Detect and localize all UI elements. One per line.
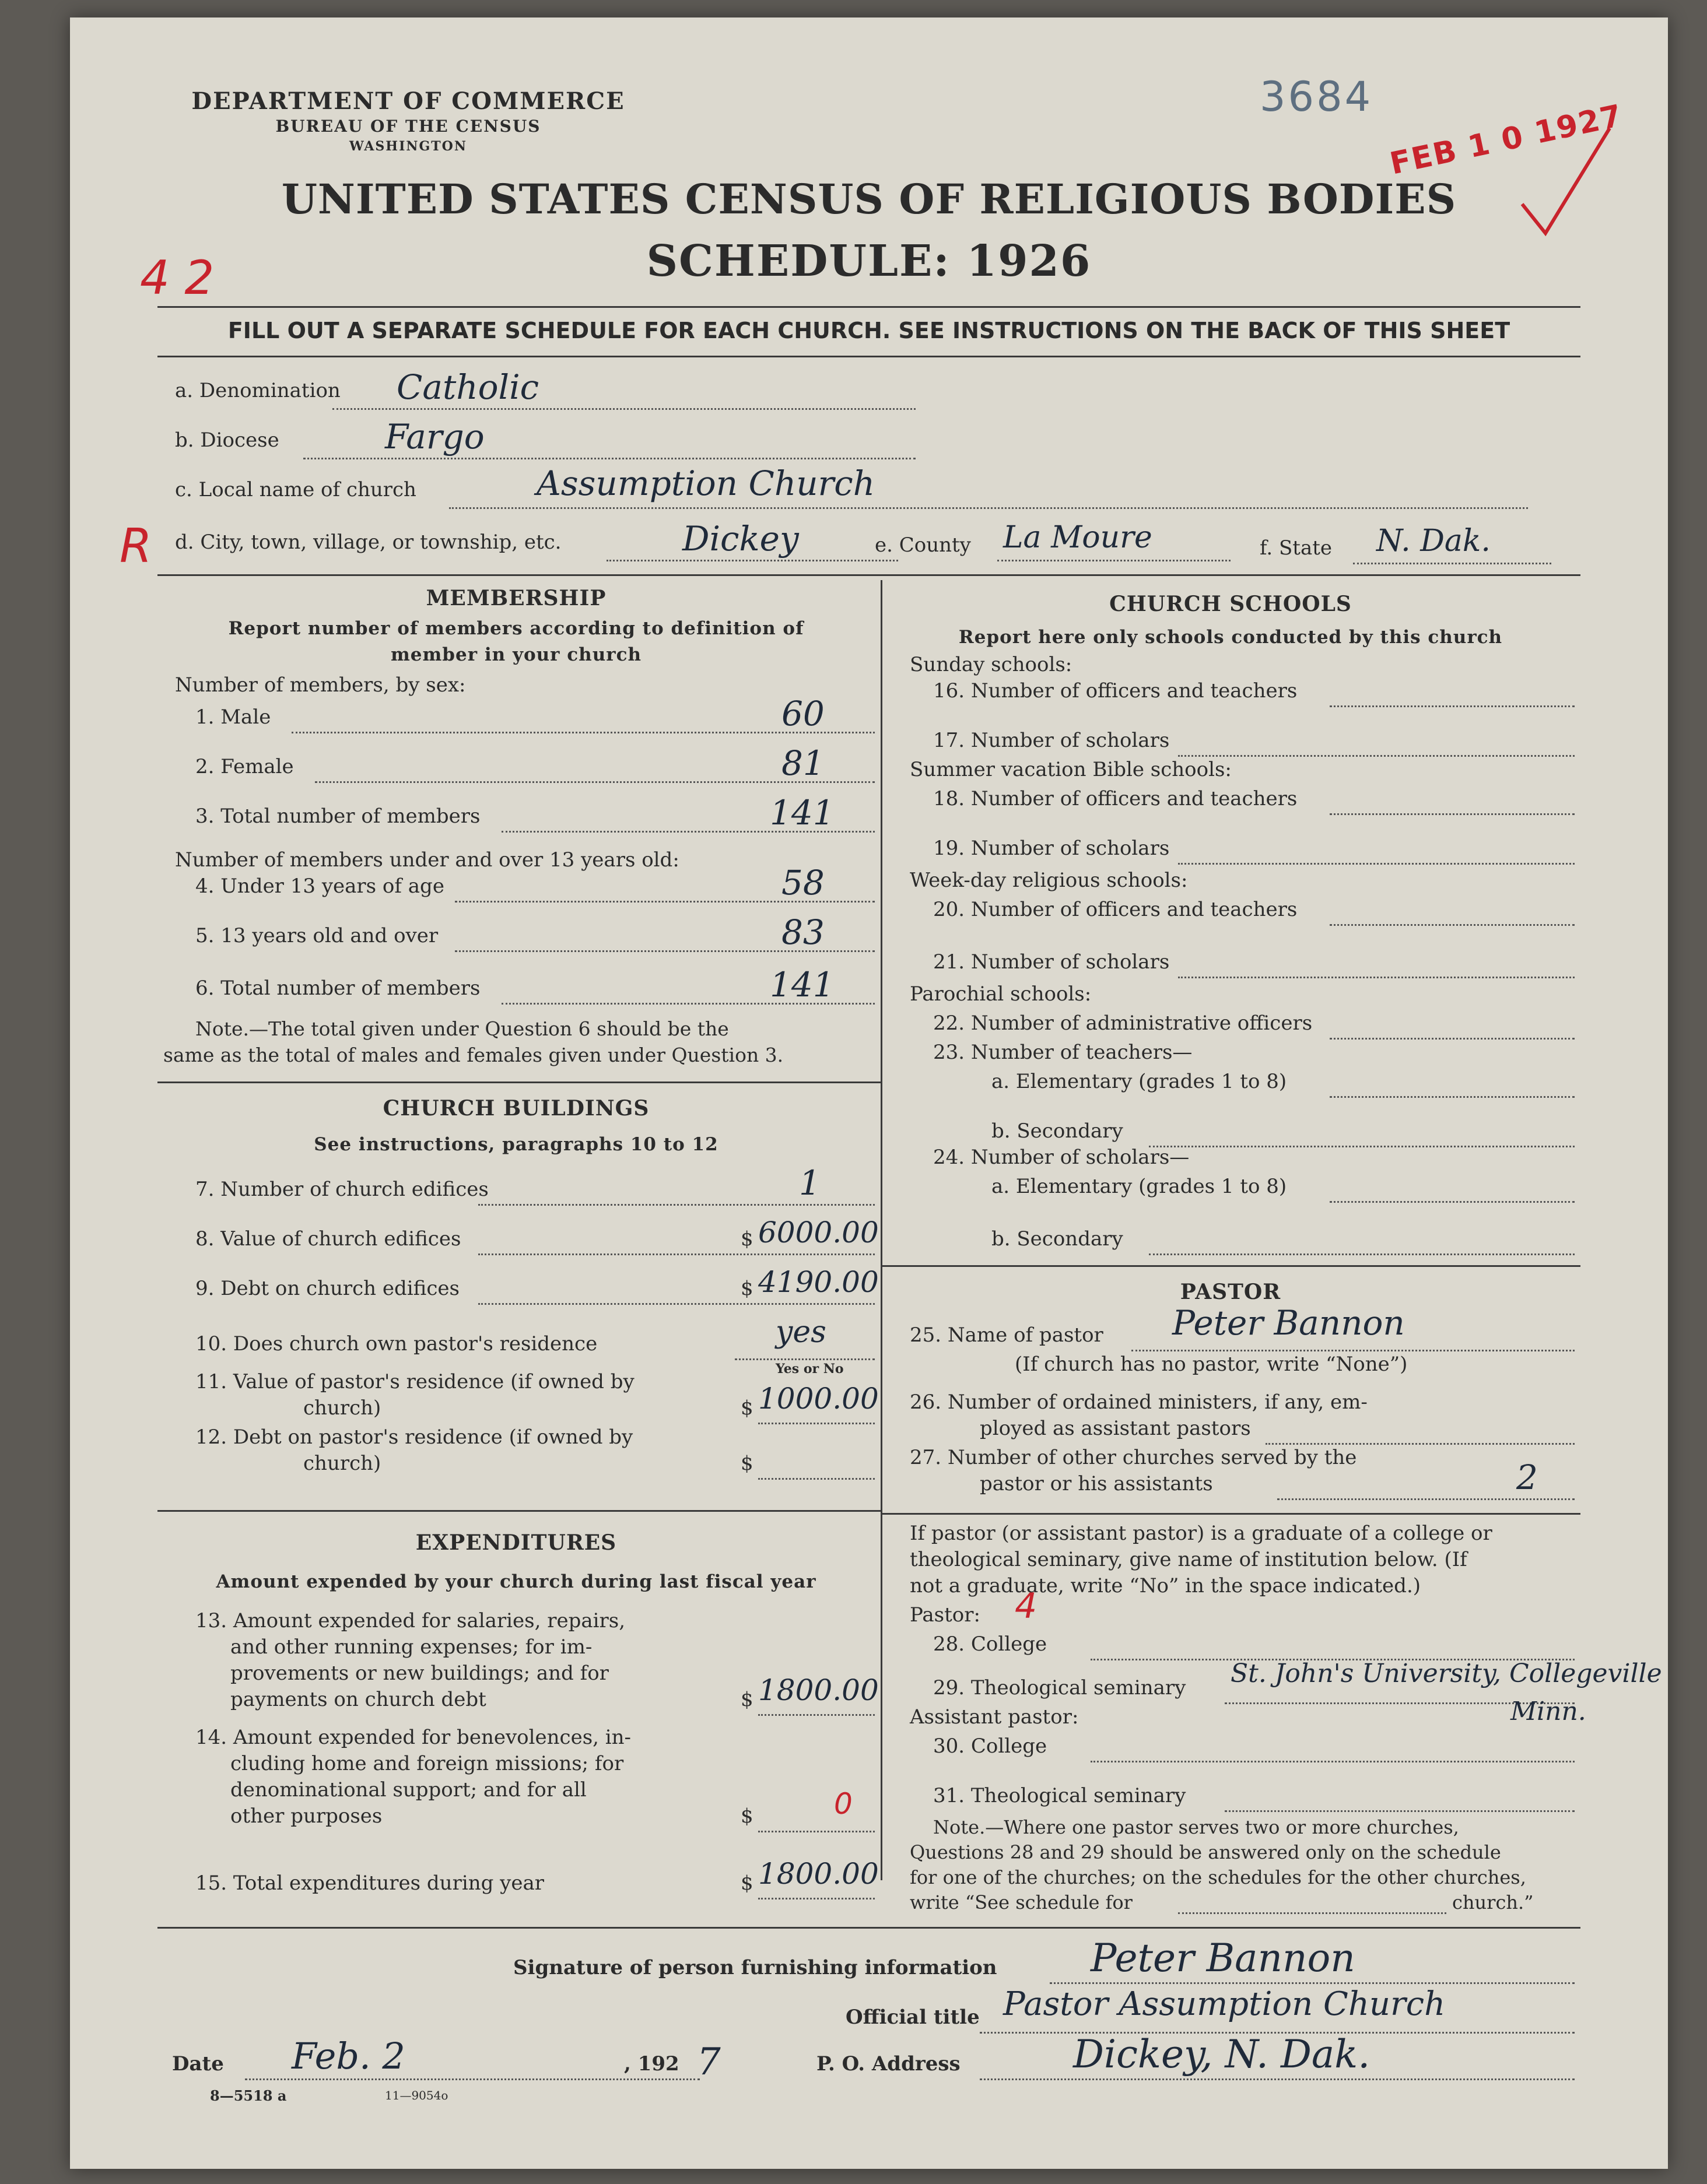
q2-value[interactable]: 81 [781,743,825,783]
buildings-rule [157,1510,881,1512]
q12-label-1: 12. Debt on pastor's residence (if owned by [195,1425,633,1449]
diocese-label: b. Diocese [175,429,279,452]
parochial-schools-label: Parochial schools: [910,982,1092,1006]
schools-rule [881,1265,1580,1267]
state-line [1353,563,1551,564]
official-title-label: Official title [846,2006,980,2029]
q20-line [1330,924,1575,926]
q26-label-2: ployed as assistant pastors [980,1417,1251,1440]
q27-line [1277,1498,1575,1500]
q12-label-2: church) [303,1452,381,1475]
q14-line [758,1831,875,1832]
q14-label-3: denominational support; and for all [230,1778,587,1802]
q10-label: 10. Does church own pastor's residence [195,1332,598,1356]
membership-subtitle-2: member in your church [390,644,642,665]
q25-hint: (If church has no pastor, write “None”) [1015,1353,1408,1376]
year-value[interactable]: 7 [697,2041,721,2084]
county-line [997,560,1231,561]
fill-out-instruction: FILL OUT A SEPARATE SCHEDULE FOR EACH CHURCH. SEE INSTRUCTIONS ON THE BACK OF THIS SHEET [227,318,1510,343]
q11-label-1: 11. Value of pastor's residence (if owned by [195,1370,635,1393]
q13-label-1: 13. Amount expended for salaries, repairs, [195,1609,626,1632]
pastor-mark: 4 [1015,1586,1037,1627]
pastor-note-1: Note.—Where one pastor serves two or more churches, [933,1816,1459,1838]
local-name-value[interactable]: Assumption Church [537,464,875,503]
q22-label: 22. Number of administrative officers [933,1012,1313,1035]
q23a-label: a. Elementary (grades 1 to 8) [991,1070,1287,1093]
margin-r-mark: R [120,519,152,573]
q6-label: 6. Total number of members [195,977,481,1000]
q3-label: 3. Total number of members [195,805,481,828]
q13-dollar: $ [741,1688,753,1711]
column-divider [881,580,882,1880]
print-number: 11—9054o [385,2088,448,2102]
header-rule [157,306,1580,308]
q5-label: 5. 13 years old and over [195,924,439,947]
po-address-label: P. O. Address [816,2052,961,2076]
membership-subtitle-1: Report number of members according to definition of [228,618,804,639]
q11-label-2: church) [303,1396,381,1420]
q8-line [478,1253,875,1255]
denomination-line [332,408,916,410]
form-title: UNITED STATES CENSUS OF RELIGIOUS BODIES [281,175,1457,223]
members-by-age-label: Number of members under and over 13 years old: [175,848,679,872]
expenditures-subtitle: Amount expended by your church during last fiscal year [216,1571,816,1592]
q4-label: 4. Under 13 years of age [195,875,444,898]
q17-label: 17. Number of scholars [933,729,1170,752]
membership-note-1: Note.—The total given under Question 6 should be the [195,1017,729,1040]
date-value[interactable]: Feb. 2 [292,2035,405,2077]
q26-label-1: 26. Number of ordained ministers, if any, em- [910,1391,1368,1414]
pastor-note-4: write “See schedule for [910,1891,1133,1913]
q25-line [1131,1350,1575,1351]
q23b-line [1149,1146,1575,1147]
schedule-title: SCHEDULE: 1926 [646,236,1092,286]
q24b-line [1149,1253,1575,1255]
local-name-label: c. Local name of church [175,478,416,501]
q31-label: 31. Theological seminary [933,1784,1186,1807]
official-title-value[interactable]: Pastor Assumption Church [1003,1985,1446,2023]
q7-line [478,1204,875,1206]
q15-label: 15. Total expenditures during year [195,1872,545,1895]
q14-dollar: $ [741,1804,753,1828]
denomination-label: a. Denomination [175,379,341,402]
q1-label: 1. Male [195,705,271,729]
pastor-note-2: Questions 28 and 29 should be answered only on the schedule [910,1841,1501,1863]
city-label: d. City, town, village, or township, etc. [175,531,562,554]
census-schedule-sheet [70,17,1668,2169]
q14-label-4: other purposes [230,1804,383,1828]
q11-dollar: $ [741,1396,753,1420]
pastor-note-3: for one of the churches; on the schedules for the other churches, [910,1866,1526,1888]
q23b-label: b. Secondary [991,1119,1123,1143]
q1-value[interactable]: 60 [781,694,825,733]
q9-value[interactable]: 4190.00 [758,1265,879,1299]
po-address-line [980,2078,1575,2080]
q14-label-2: cluding home and foreign missions; for [230,1752,624,1775]
membership-rule [157,1082,881,1083]
q11-line [758,1423,875,1424]
signature-value[interactable]: Peter Bannon [1091,1936,1355,1981]
q22-line [1330,1038,1575,1040]
members-by-sex-label: Number of members, by sex: [175,673,466,697]
q25-value[interactable]: Peter Bannon [1172,1303,1405,1343]
q13-label-3: provements or new buildings; and for [230,1662,609,1685]
q9-label: 9. Debt on church edifices [195,1277,460,1300]
sunday-schools-label: Sunday schools: [910,653,1072,676]
section-rule [157,574,1580,576]
q27-label-2: pastor or his assistants [980,1472,1213,1495]
year-prefix: , 192 [624,2052,679,2076]
pastor-rule [881,1513,1580,1515]
schools-title: CHURCH SCHOOLS [1109,592,1352,616]
header-rule-2 [157,356,1580,357]
graduate-note-3: not a graduate, write “No” in the space indicated.) [910,1574,1421,1597]
weekday-schools-label: Week-day religious schools: [910,869,1188,892]
q24b-label: b. Secondary [991,1227,1123,1251]
q27-label-1: 27. Number of other churches served by the [910,1446,1357,1469]
q2-label: 2. Female [195,755,294,778]
q21-line [1178,977,1575,978]
q29-label: 29. Theological seminary [933,1676,1186,1700]
date-label: Date [172,2052,224,2076]
q10-value[interactable]: yes [776,1315,826,1350]
q9-line [478,1303,875,1305]
q28-label: 28. College [933,1632,1047,1656]
po-address-value[interactable]: Dickey, N. Dak. [1073,2032,1370,2077]
expenditures-title: EXPENDITURES [415,1530,617,1555]
state-label: f. State [1260,536,1332,560]
schools-subtitle: Report here only schools conducted by this church [958,627,1503,648]
q8-label: 8. Value of church edifices [195,1227,461,1251]
q16-label: 16. Number of officers and teachers [933,679,1298,703]
q30-line [1091,1761,1575,1762]
graduate-note-1: If pastor (or assistant pastor) is a graduate of a college or [910,1522,1492,1545]
q16-line [1330,705,1575,707]
diocese-line [303,458,916,459]
q20-label: 20. Number of officers and teachers [933,898,1298,921]
q12-line [758,1478,875,1480]
q14-value[interactable]: 0 [834,1787,853,1821]
buildings-title: CHURCH BUILDINGS [383,1096,650,1121]
bureau-heading: BUREAU OF THE CENSUS [275,117,541,136]
q24a-label: a. Elementary (grades 1 to 8) [991,1175,1287,1198]
q10-hint: Yes or No [776,1361,844,1377]
pastor-title: PASTOR [1180,1280,1281,1304]
q15-line [758,1898,875,1899]
membership-note-2: same as the total of males and females given under Question 3. [163,1044,784,1066]
graduate-note-2: theological seminary, give name of institution below. (If [910,1548,1467,1571]
buildings-subtitle: See instructions, paragraphs 10 to 12 [314,1134,718,1155]
q11-value[interactable]: 1000.00 [758,1382,879,1416]
q15-dollar: $ [741,1872,753,1895]
pastor-note-line [1178,1912,1446,1914]
footer-rule [157,1927,1580,1929]
date-line [245,2078,700,2080]
q8-value[interactable]: 6000.00 [758,1216,879,1249]
q19-label: 19. Number of scholars [933,837,1170,860]
q13-line [758,1714,875,1716]
q13-value[interactable]: 1800.00 [758,1673,879,1707]
q15-value[interactable]: 1800.00 [758,1857,879,1891]
q27-value[interactable]: 2 [1516,1458,1538,1497]
q4-value[interactable]: 58 [781,863,825,903]
denomination-value[interactable]: Catholic [397,367,539,407]
county-label: e. County [875,533,971,557]
q14-label-1: 14. Amount expended for benevolences, in- [195,1726,632,1749]
local-name-line [449,507,1528,509]
diocese-value[interactable]: Fargo [385,417,485,457]
q5-value[interactable]: 83 [781,912,825,952]
q18-line [1330,813,1575,815]
serial-number: 3684 [1260,73,1373,121]
city-value[interactable]: Dickey [682,519,799,559]
q19-line [1178,863,1575,865]
q3-value[interactable]: 141 [770,793,835,833]
membership-title: MEMBERSHIP [426,586,607,610]
pastor-note-5: church.” [1452,1891,1534,1913]
q23a-line [1330,1096,1575,1098]
q7-value[interactable]: 1 [799,1163,821,1203]
received-date-stamp: FEB 1 0 1927 [1387,98,1626,182]
pastor-subhead: Pastor: [910,1603,980,1627]
summer-schools-label: Summer vacation Bible schools: [910,758,1232,781]
q8-dollar: $ [741,1227,753,1251]
city-line [607,560,898,561]
q6-value[interactable]: 141 [770,965,835,1005]
q31-line [1225,1810,1575,1812]
state-value[interactable]: N. Dak. [1376,524,1491,559]
q7-label: 7. Number of church edifices [195,1178,489,1201]
q24-label: 24. Number of scholars— [933,1146,1190,1169]
q30-label: 30. College [933,1734,1047,1758]
signature-label: Signature of person furnishing information [513,1956,997,1979]
county-value[interactable]: La Moure [1003,520,1152,555]
q26-line [1266,1443,1575,1445]
assistant-pastor-subhead: Assistant pastor: [910,1705,1079,1729]
q25-label: 25. Name of pastor [910,1323,1103,1347]
q23-label: 23. Number of teachers— [933,1041,1193,1064]
q29-value-2[interactable]: Minn. [1510,1697,1586,1726]
q18-label: 18. Number of officers and teachers [933,787,1298,810]
q24a-line [1330,1201,1575,1203]
q13-label-4: payments on church debt [230,1688,486,1711]
q10-line [735,1358,875,1360]
margin-mark: 4 2 [140,251,215,305]
form-number: 8—5518 a [210,2087,287,2104]
q13-label-2: and other running expenses; for im- [230,1635,593,1659]
q17-line [1178,755,1575,757]
q9-dollar: $ [741,1277,753,1300]
q29-value-1[interactable]: St. John's University, Collegeville [1231,1659,1662,1688]
department-heading: DEPARTMENT OF COMMERCE [191,87,625,115]
q12-dollar: $ [741,1452,753,1475]
q21-label: 21. Number of scholars [933,950,1170,974]
city-heading: WASHINGTON [349,139,467,154]
signature-line [1050,1982,1575,1984]
